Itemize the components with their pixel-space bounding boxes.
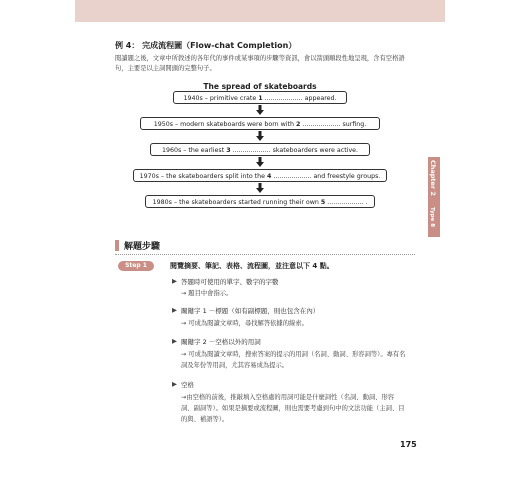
flowchart-blank-number: 1 bbox=[258, 95, 263, 102]
flowchart-box-1 bbox=[173, 91, 347, 104]
flowchart-blank-number: 4 bbox=[267, 173, 272, 180]
triangle-bullet-icon: ▶ bbox=[172, 306, 177, 314]
chapter-label: Chapter 2 bbox=[429, 160, 437, 196]
flowchart-box-text: ................... and freestyle groups. bbox=[271, 173, 381, 180]
bullet-detail: → 可成為閱讀文章時，尋找解答依據的線索。 bbox=[181, 320, 308, 327]
flowchart-box-text: 1960s – the earliest bbox=[161, 147, 227, 154]
flowchart-box-text: .................. . bbox=[325, 199, 368, 206]
flowchart-box-3 bbox=[150, 143, 370, 156]
flowchart-box-text: ................... surfing. bbox=[300, 121, 367, 128]
flowchart-title: The spread of skateboards bbox=[203, 82, 317, 91]
flowchart-box-text: ................... skateboarders were active. bbox=[230, 147, 359, 154]
flowchart-box-4 bbox=[133, 169, 387, 182]
bullet-heading: 關鍵字 1 －標題（如有副標題，則也包含在內） bbox=[181, 307, 320, 315]
section-title: 解題步驟 bbox=[124, 242, 161, 252]
triangle-bullet-icon: ▶ bbox=[172, 380, 177, 388]
flowchart-box-text: ................... appeared. bbox=[262, 95, 337, 102]
bullet-detail: →由空格的前後，推敲填入空格處的用詞可能是什麼詞性（名詞、動詞、形容詞、副詞等）。如果是摘要或流程圖，則也需要考慮到句中的文法功能（主詞、目的與、補語等）。 bbox=[181, 394, 405, 423]
flowchart-box-text: 1970s – the skateboarders split into the bbox=[139, 173, 268, 180]
flowchart-blank-number: 2 bbox=[296, 121, 301, 128]
down-arrow-icon bbox=[256, 105, 264, 115]
section-marker bbox=[115, 240, 119, 251]
type-label: Type 8 bbox=[429, 207, 435, 228]
top-header-band bbox=[75, 0, 445, 22]
bullet-heading: 空格 bbox=[181, 381, 194, 389]
flowchart-box-text: 1940s – primitive crate bbox=[183, 95, 259, 102]
example-title: 例 4： 完成流程圖（Flow-chat Completion） bbox=[115, 41, 297, 50]
step-badge: Step 1 bbox=[118, 261, 154, 271]
bullet-detail: → 題目中會指示。 bbox=[181, 290, 233, 297]
triangle-bullet-icon: ▶ bbox=[172, 337, 177, 345]
triangle-bullet-icon: ▶ bbox=[172, 277, 177, 285]
section-divider bbox=[115, 254, 415, 255]
bullet-heading: 答題時可使用的單字、數字的字數 bbox=[181, 278, 279, 286]
down-arrow-icon bbox=[256, 183, 264, 193]
down-arrow-icon bbox=[256, 131, 264, 141]
flowchart-box-text: 1950s – modern skateboards were born with bbox=[153, 121, 297, 128]
flowchart-box-5 bbox=[145, 195, 375, 208]
bullet-heading: 關鍵字 2 －空格以外的用詞 bbox=[181, 338, 261, 346]
bullet-detail: → 可成為閱讀文章時，搜索答案的提示的用詞（名詞、動詞、形容詞等）。專有名詞及年份等用詞，尤其容易成為提示。 bbox=[181, 351, 406, 369]
flowchart-box-2 bbox=[140, 117, 380, 130]
flowchart-blank-number: 5 bbox=[320, 199, 326, 206]
step-heading: 閱覽摘要、筆記、表格、流程圖，並注意以下 4 點。 bbox=[170, 262, 334, 270]
page-number: 175 bbox=[400, 440, 417, 449]
flowchart-box-text: 1980s – the skateboarders started running their own bbox=[152, 199, 321, 206]
example-intro: 閱讀題之後，文章中所敘述的各年代的事件或某事項的步驟等資訊，會以箭頭順段性地呈現，含有空格語句，主要是以主詞開頭的完整句子。 bbox=[115, 55, 405, 72]
flowchart-blank-number: 3 bbox=[226, 147, 231, 154]
down-arrow-icon bbox=[256, 157, 264, 167]
